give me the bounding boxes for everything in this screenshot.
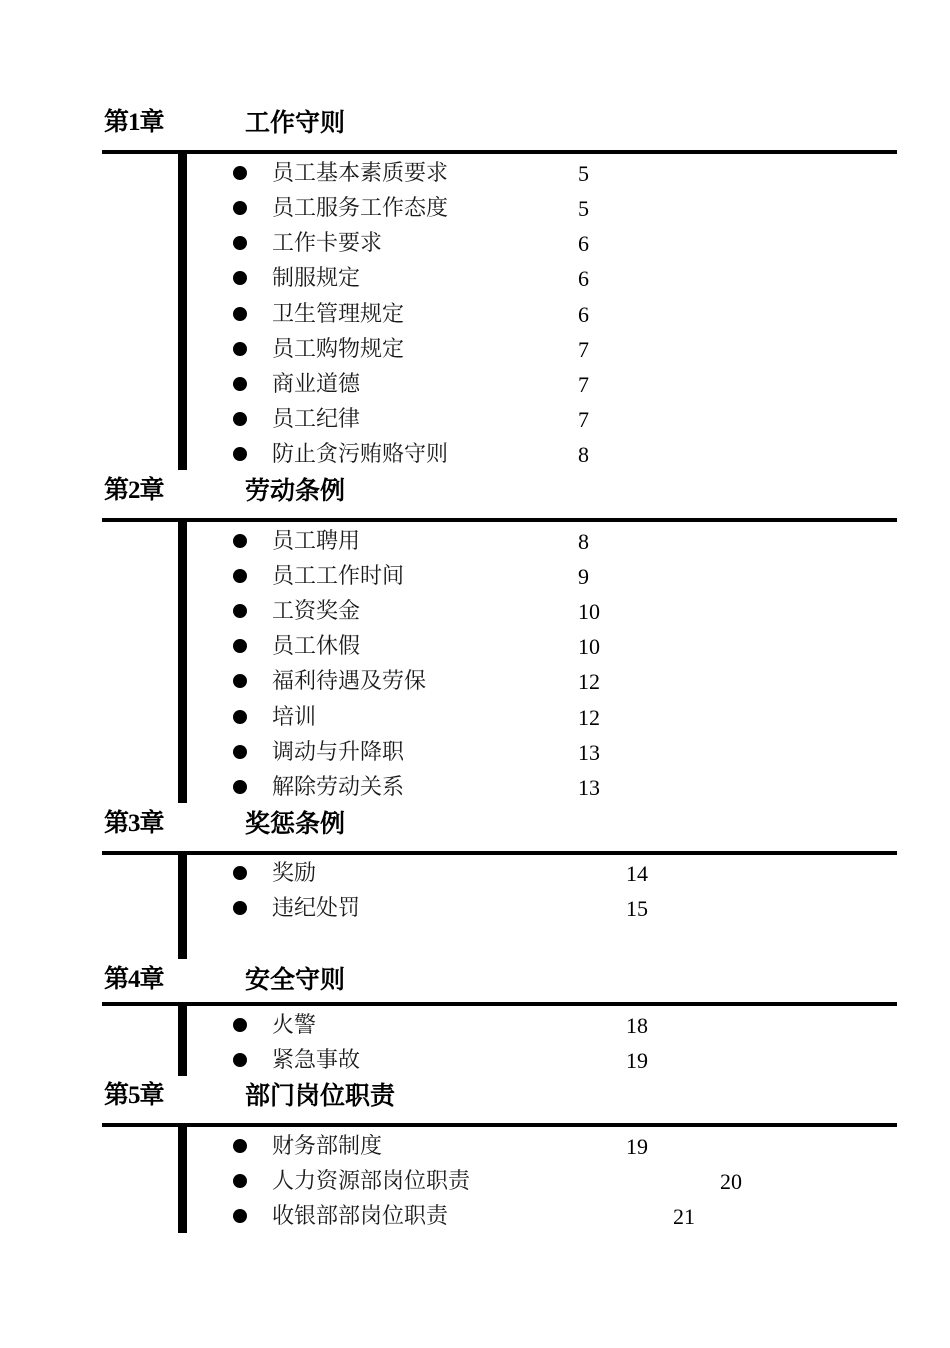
bullet-icon — [233, 271, 247, 285]
bullet-icon — [233, 780, 247, 794]
toc-entry[interactable] — [0, 297, 950, 332]
entry-page: 6 — [578, 302, 589, 327]
chapter-rule — [102, 1002, 897, 1006]
entry-label: 火警 — [272, 1013, 317, 1038]
bullet-icon — [233, 745, 247, 759]
bullet-icon — [233, 604, 247, 618]
toc-entry[interactable] — [0, 402, 950, 437]
entry-page: 6 — [578, 266, 589, 291]
bullet-icon — [233, 710, 247, 724]
entry-label: 防止贪污贿赂守则 — [272, 442, 449, 467]
entry-label: 员工服务工作态度 — [272, 196, 449, 221]
bullet-icon — [233, 201, 247, 215]
entry-label: 收银部部岗位职责 — [272, 1204, 449, 1229]
toc-entry[interactable] — [0, 524, 950, 559]
entry-page: 12 — [578, 705, 600, 730]
chapter-rule — [102, 518, 897, 522]
entry-label: 员工纪律 — [272, 407, 361, 432]
toc-entry[interactable] — [0, 1043, 950, 1078]
toc-entry[interactable] — [0, 437, 950, 472]
chapter-title: 安全守则 — [245, 965, 346, 994]
entry-page: 14 — [626, 861, 648, 886]
chapter-number: 第4章 — [104, 966, 164, 993]
entry-page: 19 — [626, 1048, 648, 1073]
entry-label: 违纪处罚 — [272, 896, 361, 921]
toc-entry[interactable] — [0, 1199, 950, 1234]
entry-page: 5 — [578, 196, 589, 221]
entry-label: 员工聘用 — [272, 529, 361, 554]
entry-page: 12 — [578, 669, 600, 694]
chapter-title: 工作守则 — [245, 108, 346, 137]
toc-entry[interactable] — [0, 1129, 950, 1164]
toc-entry[interactable] — [0, 664, 950, 699]
bullet-icon — [233, 866, 247, 880]
bullet-icon — [233, 1174, 247, 1188]
bullet-icon — [233, 342, 247, 356]
entry-page: 7 — [578, 372, 589, 397]
entry-label: 员工休假 — [272, 634, 361, 659]
chapter-number: 第3章 — [104, 810, 164, 837]
toc-entry[interactable] — [0, 559, 950, 594]
chapter-number: 第5章 — [104, 1082, 164, 1109]
bullet-icon — [233, 1209, 247, 1223]
entry-label: 人力资源部岗位职责 — [272, 1169, 471, 1194]
entry-page: 7 — [578, 337, 589, 362]
entry-label: 工作卡要求 — [272, 231, 383, 256]
toc-entry[interactable] — [0, 226, 950, 261]
chapter-rule — [102, 851, 897, 855]
chapter-number: 第2章 — [104, 477, 164, 504]
toc-entry[interactable] — [0, 770, 950, 805]
bullet-icon — [233, 307, 247, 321]
entry-page: 18 — [626, 1013, 648, 1038]
chapter-title: 劳动条例 — [245, 476, 346, 505]
entry-page: 6 — [578, 231, 589, 256]
bullet-icon — [233, 166, 247, 180]
entry-page: 7 — [578, 407, 589, 432]
entry-page: 20 — [720, 1169, 742, 1194]
toc-entry[interactable] — [0, 629, 950, 664]
entry-label: 福利待遇及劳保 — [272, 669, 427, 694]
entry-label: 卫生管理规定 — [272, 302, 405, 327]
toc-entry[interactable] — [0, 891, 950, 926]
entry-page: 10 — [578, 634, 600, 659]
entry-label: 紧急事故 — [272, 1048, 361, 1073]
toc-entry[interactable] — [0, 156, 950, 191]
toc-entry[interactable] — [0, 1008, 950, 1043]
entry-label: 奖励 — [272, 861, 317, 886]
entry-page: 8 — [578, 529, 589, 554]
entry-label: 培训 — [272, 705, 317, 730]
bullet-icon — [233, 901, 247, 915]
entry-page: 21 — [673, 1204, 695, 1229]
bullet-icon — [233, 1018, 247, 1032]
entry-label: 制服规定 — [272, 266, 361, 291]
entry-label: 财务部制度 — [272, 1134, 383, 1159]
chapter-title: 奖惩条例 — [245, 809, 346, 838]
entry-label: 员工购物规定 — [272, 337, 405, 362]
entry-page: 13 — [578, 740, 600, 765]
chapter-rule — [102, 150, 897, 154]
toc-entry[interactable] — [0, 700, 950, 735]
chapter-number: 第1章 — [104, 109, 164, 136]
bullet-icon — [233, 447, 247, 461]
bullet-icon — [233, 569, 247, 583]
toc-entry[interactable] — [0, 735, 950, 770]
entry-label: 商业道德 — [272, 372, 361, 397]
toc-entry[interactable] — [0, 332, 950, 367]
bullet-icon — [233, 236, 247, 250]
entry-page: 15 — [626, 896, 648, 921]
toc-entry[interactable] — [0, 1164, 950, 1199]
entry-page: 5 — [578, 161, 589, 186]
bullet-icon — [233, 674, 247, 688]
toc-entry[interactable] — [0, 856, 950, 891]
entry-page: 8 — [578, 442, 589, 467]
entry-label: 员工工作时间 — [272, 564, 405, 589]
bullet-icon — [233, 1139, 247, 1153]
entry-page: 19 — [626, 1134, 648, 1159]
chapter-title: 部门岗位职责 — [245, 1081, 396, 1110]
toc-entry[interactable] — [0, 261, 950, 296]
bullet-icon — [233, 534, 247, 548]
entry-page: 13 — [578, 775, 600, 800]
entry-label: 调动与升降职 — [272, 740, 405, 765]
bullet-icon — [233, 639, 247, 653]
entry-label: 工资奖金 — [272, 599, 361, 624]
toc-entry[interactable] — [0, 594, 950, 629]
chapter-rule — [102, 1123, 897, 1127]
toc-entry[interactable] — [0, 367, 950, 402]
bullet-icon — [233, 412, 247, 426]
toc-entry[interactable] — [0, 191, 950, 226]
entry-page: 9 — [578, 564, 589, 589]
entry-label: 员工基本素质要求 — [272, 161, 449, 186]
entry-page: 10 — [578, 599, 600, 624]
entry-label: 解除劳动关系 — [272, 775, 405, 800]
bullet-icon — [233, 1053, 247, 1067]
bullet-icon — [233, 377, 247, 391]
